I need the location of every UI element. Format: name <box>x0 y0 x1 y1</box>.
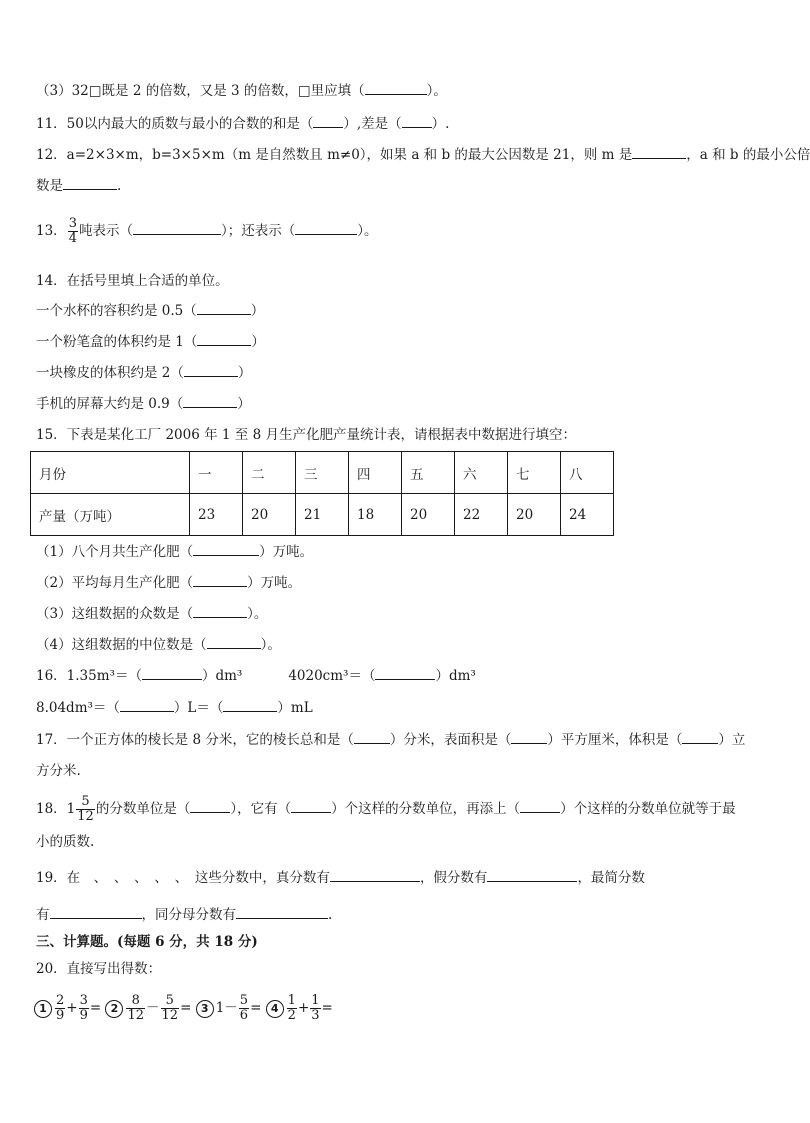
question-15-1: （1）八个月共生产化肥（ ）万吨。 <box>36 544 314 560</box>
question-18-cont: 小的质数. <box>36 834 95 850</box>
answer-blank[interactable] <box>330 869 420 882</box>
answer-blank[interactable] <box>632 146 686 159</box>
production-table <box>30 451 614 536</box>
table-cell: 20 <box>402 494 455 536</box>
table-cell: 八 <box>561 452 614 494</box>
expression: 1 $\frac{2}{9}$ + $\frac{3}{9}$ = <box>34 1000 101 1016</box>
table-cell: 23 <box>190 494 243 536</box>
fraction: $\frac{3}{4}$ <box>68 216 77 246</box>
question-16-cont: 8.04dm³＝（ ）L＝（ ）mL <box>36 700 313 716</box>
question-13: 13． $\frac{3}{4}$ 吨表示（ ）；还表示（ ）。 <box>36 216 378 246</box>
question-12: 12．a=2×3×m，b=3×5×m（m 是自然数且 m≠0），如果 a 和 b 的最大公因数是 21，则 m 是 ，a 和 b 的最小公倍 <box>36 147 810 163</box>
answer-blank[interactable] <box>236 906 328 919</box>
question-10-3: （3）32□既是 2 的倍数，又是 3 的倍数，□里应填（ ）。 <box>36 83 447 99</box>
section-heading: 三、计算题。(每题 6 分，共 18 分) <box>36 934 258 950</box>
answer-blank[interactable] <box>133 222 221 235</box>
fraction: $\frac{1}{2}$ <box>287 993 296 1023</box>
table-cell: 22 <box>455 494 508 536</box>
fraction: $\frac{3}{9}$ <box>79 993 88 1023</box>
fraction: $\frac{1}{3}$ <box>311 993 320 1023</box>
question-11: 11．50以内最大的质数与最小的合数的和是（ ）,差是（ ）. <box>36 116 450 132</box>
question-14-item: 一块橡皮的体积约是 2（ ） <box>36 365 252 381</box>
question-15-4: （4）这组数据的中位数是（ ）。 <box>36 637 281 653</box>
table-header-cell: 月份 <box>31 452 190 494</box>
answer-blank[interactable] <box>63 177 117 190</box>
question-14-item: 一个水杯的容积约是 0.5（ ） <box>36 303 265 319</box>
question-16: 16．1.35m³＝（ ）dm³ 4020cm³＝（ ）dm³ <box>36 668 476 684</box>
answer-blank[interactable] <box>223 699 277 712</box>
table-cell: 一 <box>190 452 243 494</box>
answer-blank[interactable] <box>291 800 331 813</box>
question-17: 17．一个正方体的棱长是 8 分米，它的棱长总和是（ ）分米，表面积是（ ）平方厘米，体积是（ ）立 <box>36 732 746 748</box>
question-19-cont: 有 ，同分母分数有 . <box>36 907 333 923</box>
expression: 4 $\frac{1}{2}$ + $\frac{1}{3}$ = <box>266 1000 333 1016</box>
table-cell: 七 <box>508 452 561 494</box>
answer-blank[interactable] <box>511 731 547 744</box>
answer-blank[interactable] <box>193 605 247 618</box>
table-cell: 20 <box>508 494 561 536</box>
table-row <box>31 452 614 494</box>
answer-blank[interactable] <box>207 636 261 649</box>
answer-blank[interactable] <box>313 115 343 128</box>
question-20-title: 20．直接写出得数： <box>36 961 162 977</box>
answer-blank[interactable] <box>193 574 247 587</box>
answer-blank[interactable] <box>354 731 390 744</box>
answer-blank[interactable] <box>402 115 432 128</box>
answer-blank[interactable] <box>365 82 427 95</box>
question-14-title: 14．在括号里填上合适的单位。 <box>36 273 229 289</box>
answer-blank[interactable] <box>183 395 237 408</box>
circled-number-1: 1 <box>34 1000 52 1018</box>
answer-blank[interactable] <box>193 543 259 556</box>
table-cell: 20 <box>243 494 296 536</box>
fraction: $\frac{5}{12}$ <box>77 794 94 824</box>
table-row <box>31 494 614 536</box>
table-cell: 四 <box>349 452 402 494</box>
answer-blank[interactable] <box>682 731 718 744</box>
question-14-item: 手机的屏幕大约是 0.9（ ） <box>36 396 251 412</box>
circled-number-3: 3 <box>196 1000 214 1018</box>
question-18: 18．1 $\frac{5}{12}$ 的分数单位是（ ），它有（ ）个这样的分数单位，再添上（ ）个这样的分数单位就等于最 <box>36 794 736 824</box>
answer-blank[interactable] <box>487 869 577 882</box>
answer-blank[interactable] <box>375 667 435 680</box>
answer-blank[interactable] <box>197 333 251 346</box>
fraction: $\frac{8}{12}$ <box>127 993 145 1023</box>
table-cell: 24 <box>561 494 614 536</box>
answer-blank[interactable] <box>520 800 560 813</box>
fraction: $\frac{2}{9}$ <box>56 993 65 1023</box>
answer-blank[interactable] <box>197 302 251 315</box>
question-15-title: 15．下表是某化工厂 2006 年 1 至 8 月生产化肥产量统计表，请根据表中数据进行填空： <box>36 427 576 443</box>
answer-blank[interactable] <box>190 800 230 813</box>
question-20-expressions <box>34 990 333 1026</box>
question-14-item: 一个粉笔盒的体积约是 1（ ） <box>36 334 265 350</box>
table-cell: 五 <box>402 452 455 494</box>
question-17-cont: 方分米. <box>36 763 81 779</box>
answer-blank[interactable] <box>120 699 174 712</box>
answer-blank[interactable] <box>184 364 238 377</box>
table-cell: 六 <box>455 452 508 494</box>
expression: 2 $\frac{8}{12}$ － $\frac{5}{12}$ = <box>105 1000 191 1016</box>
fraction: $\frac{5}{6}$ <box>239 993 249 1023</box>
table-cell: 21 <box>296 494 349 536</box>
question-15-3: （3）这组数据的众数是（ ）。 <box>36 606 268 622</box>
table-header-cell: 产量（万吨） <box>31 494 190 536</box>
answer-blank[interactable] <box>142 667 202 680</box>
expression: 3 1－ $\frac{5}{6}$ = <box>196 1000 262 1016</box>
circled-number-2: 2 <box>105 1000 123 1018</box>
table-cell: 三 <box>296 452 349 494</box>
circled-number-4: 4 <box>266 1000 284 1018</box>
table-cell: 二 <box>243 452 296 494</box>
answer-blank[interactable] <box>50 906 142 919</box>
table-cell: 18 <box>349 494 402 536</box>
question-12-cont: 数是 . <box>36 178 122 194</box>
answer-blank[interactable] <box>295 222 357 235</box>
question-19: 19．在 、 、 、 、 、 这些分数中，真分数有 ，假分数有 ，最简分数 <box>36 870 645 886</box>
question-15-2: （2）平均每月生产化肥（ ）万吨。 <box>36 575 302 591</box>
fraction: $\frac{5}{12}$ <box>161 993 179 1023</box>
